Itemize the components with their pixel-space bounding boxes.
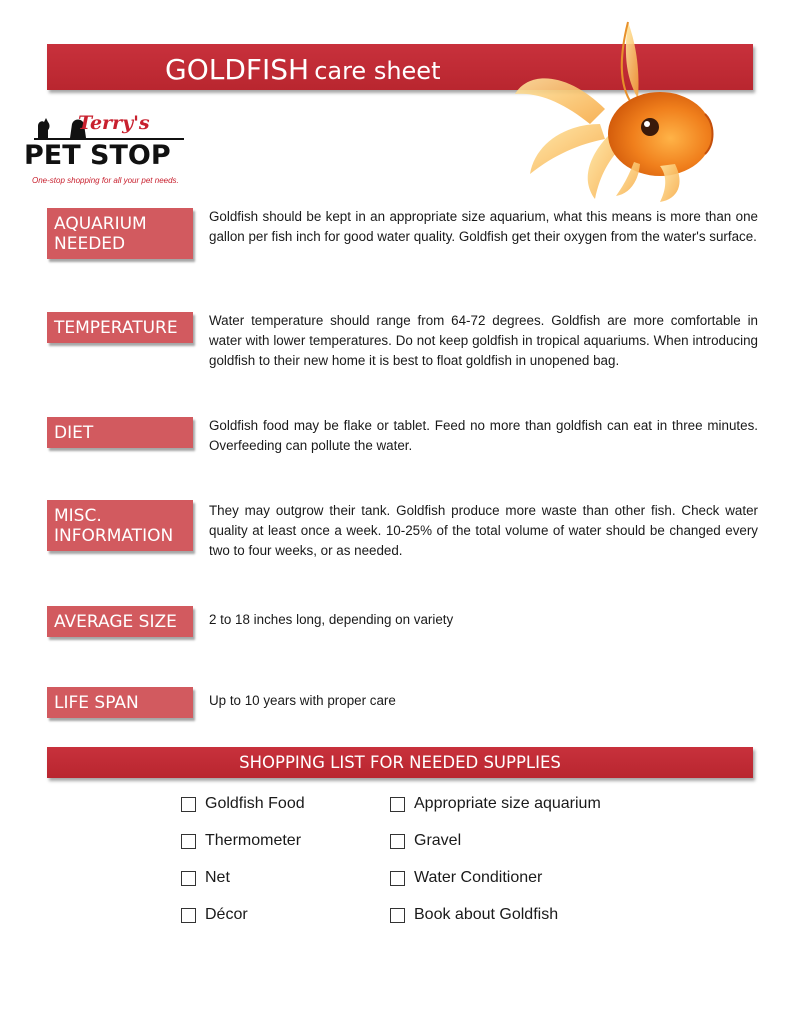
logo-script-text: Terry's bbox=[78, 112, 150, 134]
section-label-misc: MISC. INFORMATION bbox=[47, 500, 193, 551]
section-text-diet: Goldfish food may be flake or tablet. Feed no more than goldfish can eat in three minutes. Overfeeding can pollute the water. bbox=[209, 418, 758, 453]
checklist-item[interactable] bbox=[181, 906, 248, 924]
checkbox[interactable] bbox=[181, 871, 196, 886]
checklist-item[interactable] bbox=[181, 795, 305, 813]
checklist-item[interactable] bbox=[181, 832, 301, 850]
section-label-diet: DIET bbox=[47, 417, 193, 448]
checklist-label: Décor bbox=[205, 906, 248, 923]
section-label-aquarium: AQUARIUM NEEDED bbox=[47, 208, 193, 259]
title-main: GOLDFISH bbox=[165, 53, 310, 86]
checkbox[interactable] bbox=[181, 908, 196, 923]
section-text-misc: They may outgrow their tank. Goldfish produce more waste than other fish. Check water quality at least once a week. 10-25% of the total volume of water should be changed every two to four weeks, or as needed. bbox=[209, 503, 758, 558]
section-text-aquarium: Goldfish should be kept in an appropriate size aquarium, what this means is more than one gallon per fish inch for good water quality. Goldfish get their oxygen from the water's surface. bbox=[209, 209, 758, 244]
checkbox[interactable] bbox=[390, 834, 405, 849]
section-label-temperature: TEMPERATURE bbox=[47, 312, 193, 343]
section-label-life-span: LIFE SPAN bbox=[47, 687, 193, 718]
section-label-average-size: AVERAGE SIZE bbox=[47, 606, 193, 637]
page-title bbox=[165, 53, 440, 86]
store-logo bbox=[22, 112, 192, 192]
checklist-label: Gravel bbox=[414, 832, 462, 849]
shopping-list-title: SHOPPING LIST FOR NEEDED SUPPLIES bbox=[47, 747, 753, 778]
checklist-label: Thermometer bbox=[205, 832, 302, 849]
title-sub: care sheet bbox=[314, 57, 441, 85]
logo-tagline: One-stop shopping for all your pet needs. bbox=[32, 176, 179, 185]
checklist-label: Book about Goldfish bbox=[414, 906, 559, 923]
checkbox[interactable] bbox=[390, 871, 405, 886]
checklist-label: Goldfish Food bbox=[205, 795, 305, 812]
section-text-average-size: 2 to 18 inches long, depending on variety bbox=[209, 612, 454, 627]
checklist-item[interactable] bbox=[390, 795, 601, 813]
section-text-temperature: Water temperature should range from 64-72 degrees. Goldfish are more comfortable in water with lower temperatures. Do not keep goldfish in tropical aquariums. When introducing goldfish to their new home it is best to float goldfish in unopened bag. bbox=[209, 313, 758, 368]
checkbox[interactable] bbox=[181, 797, 196, 812]
checklist-item[interactable] bbox=[181, 869, 230, 887]
checklist-item[interactable] bbox=[390, 906, 558, 924]
checklist-label: Water Conditioner bbox=[414, 869, 543, 886]
checklist-item[interactable] bbox=[390, 869, 542, 887]
section-text-life-span: Up to 10 years with proper care bbox=[209, 693, 396, 708]
goldfish-illustration bbox=[510, 14, 735, 204]
checkbox[interactable] bbox=[390, 797, 405, 812]
checkbox[interactable] bbox=[390, 908, 405, 923]
logo-main-text: PET STOP bbox=[24, 140, 171, 171]
checklist-label: Net bbox=[205, 869, 230, 886]
checkbox[interactable] bbox=[181, 834, 196, 849]
checklist-item[interactable] bbox=[390, 832, 461, 850]
checklist-label: Appropriate size aquarium bbox=[414, 795, 601, 812]
